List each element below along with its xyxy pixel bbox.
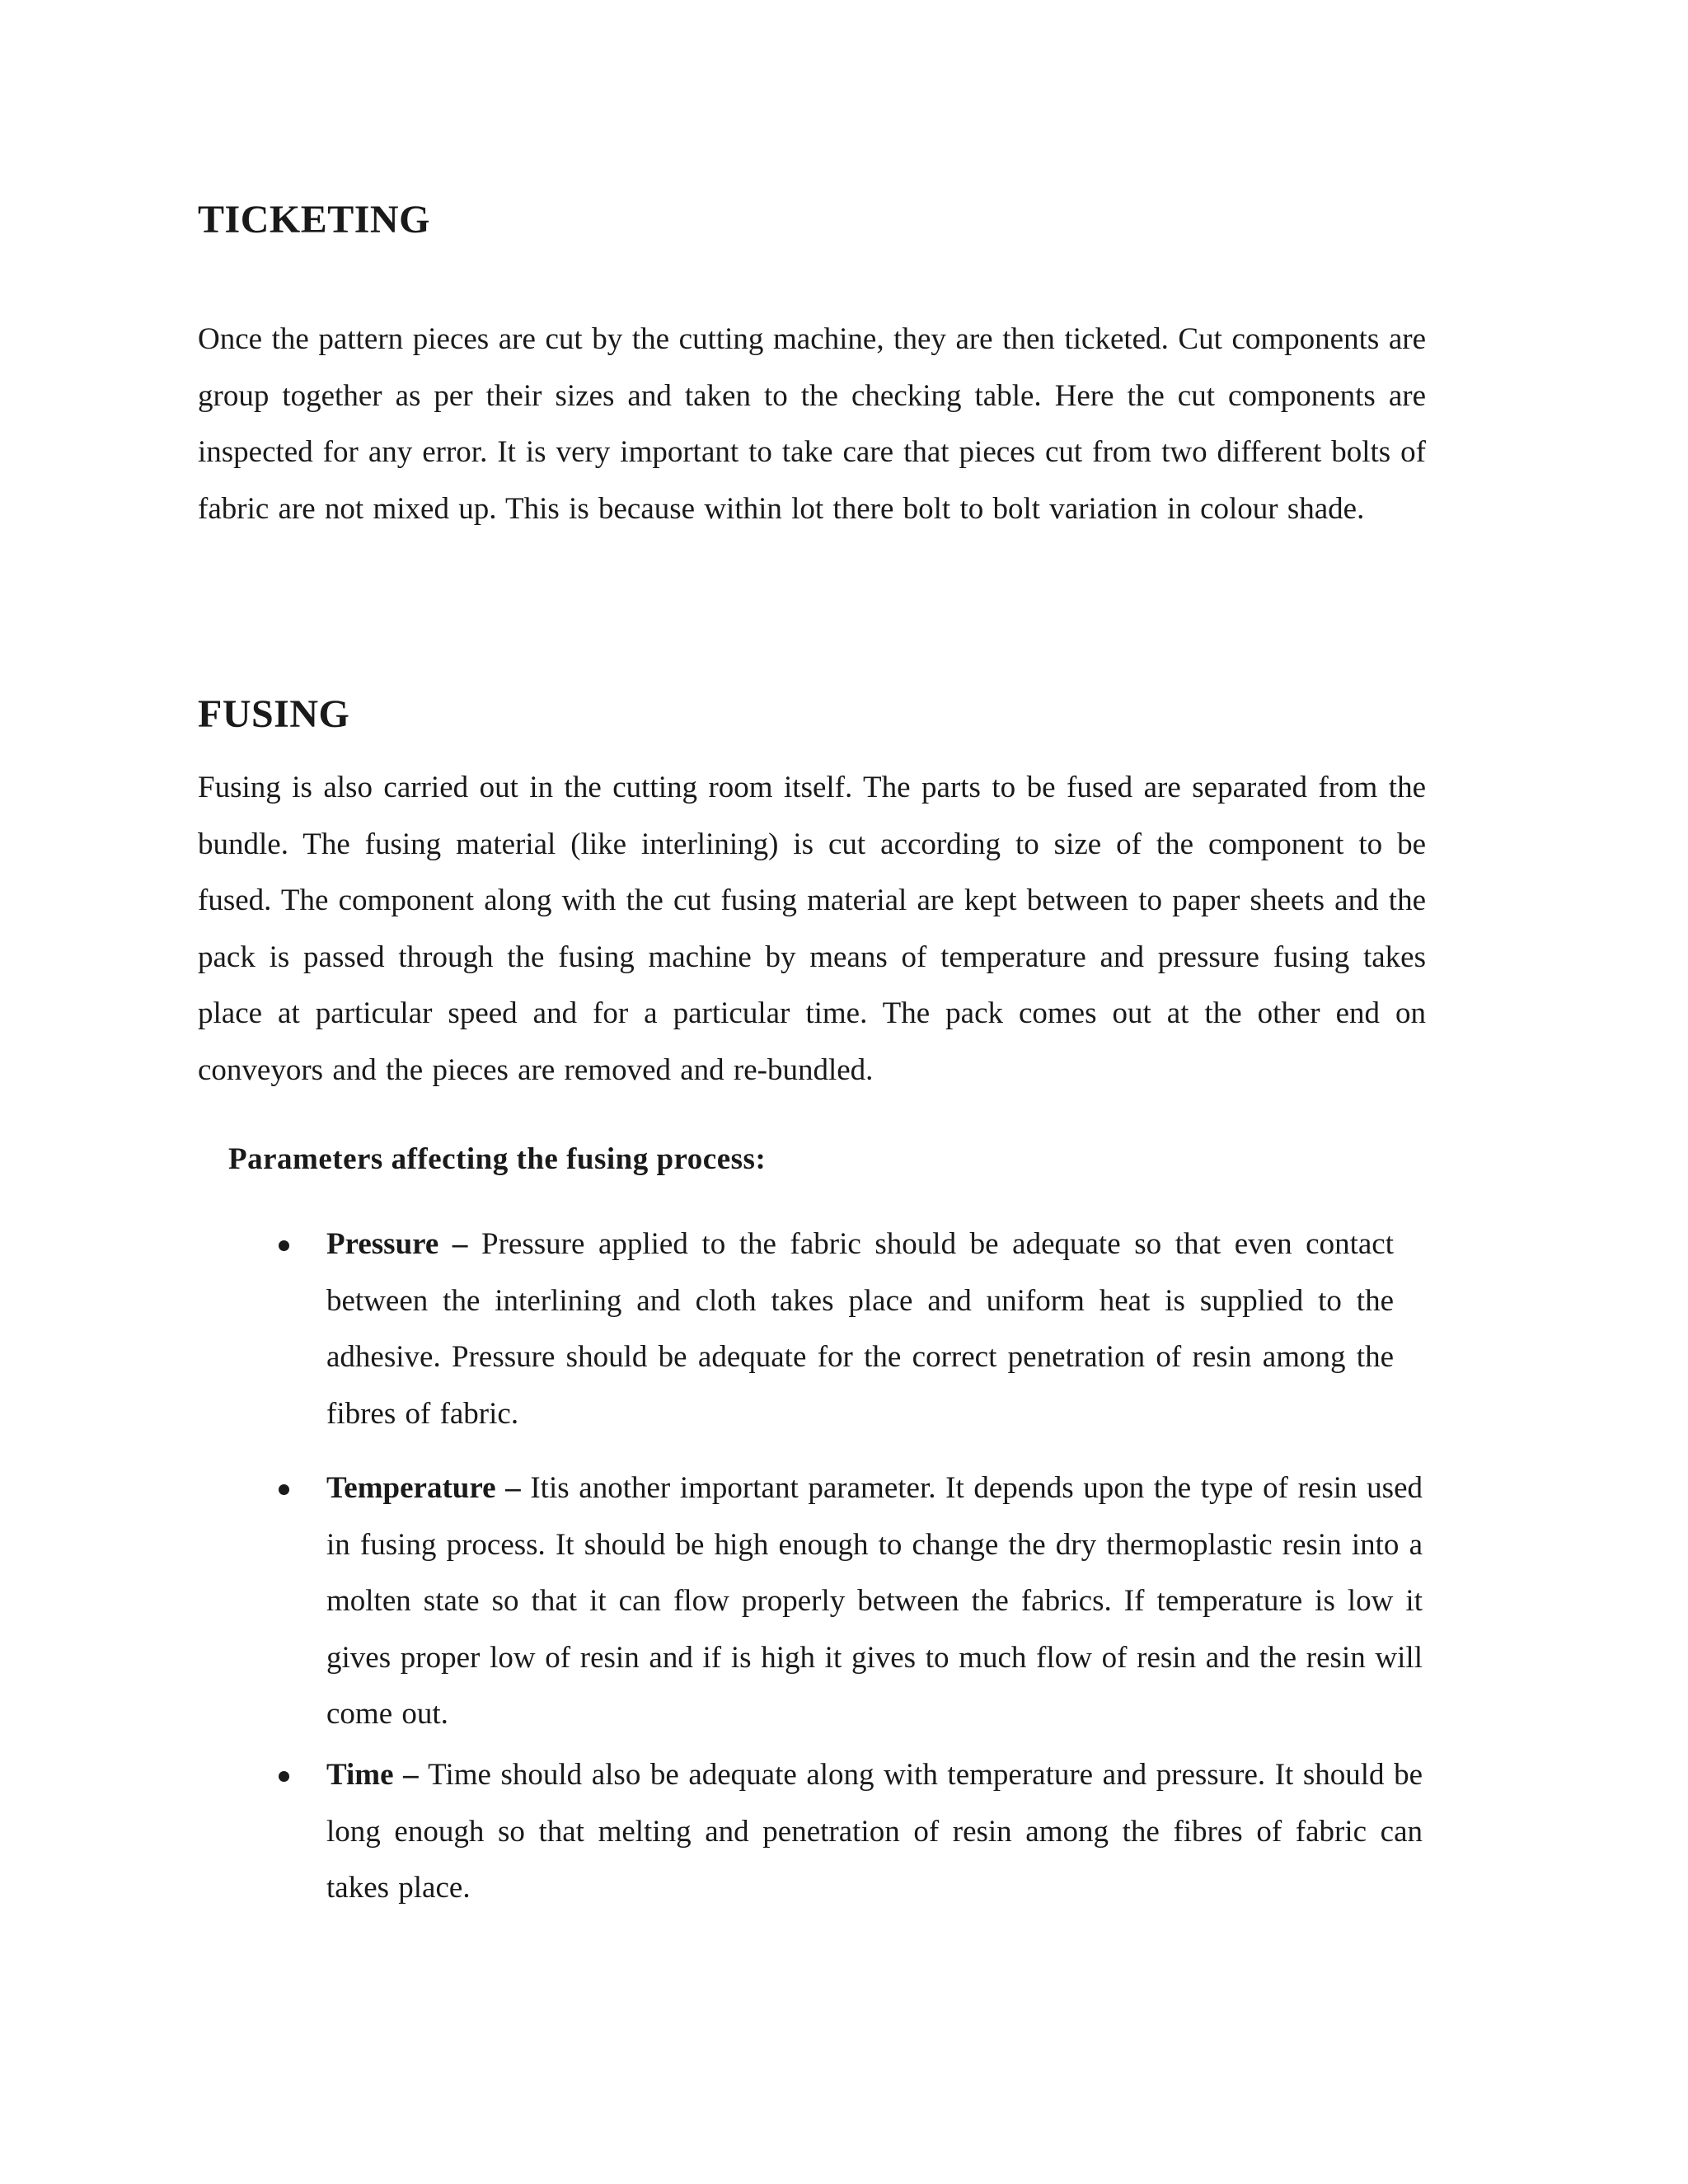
pressure-term: Pressure (326, 1227, 439, 1261)
time-text (326, 1747, 1423, 1917)
parameters-heading: Parameters affecting the fusing process: (228, 1142, 767, 1176)
temperature-description: Itis another important parameter. It depends upon the type of resin used in fusing process. It should be high enough to change the dry thermoplastic resin into a molten state so that it can flow properly between the fabrics. If temperature is low it gives proper low of resin and if is high it gives to much flow of resin and the resin will come out. (326, 1471, 1423, 1731)
time-term: Time (326, 1758, 394, 1792)
bullet-icon (279, 1240, 289, 1251)
ticketing-paragraph: Once the pattern pieces are cut by the cutting machine, they are then ticketed. Cut components are group together as per their sizes and taken to the checking table. Here the cut components are inspected for any error. It is very important to take care that pieces cut from two different bolts of fabric are not mixed up. This is because within lot there bolt to bolt variation in colour shade. (198, 322, 1426, 526)
bullet-icon (279, 1771, 289, 1782)
time-separator: – (393, 1758, 429, 1792)
pressure-description: Pressure applied to the fabric should be adequate so that even contact between the interlining and cloth takes place and uniform heat is supplied to the adhesive. Pressure should be adequate for the correct penetration of resin among the fibres of fabric. (326, 1227, 1394, 1431)
fusing-paragraph: Fusing is also carried out in the cutting room itself. The parts to be fused are separated from the bundle. The fusing material (like interlining) is cut according to size of the component to be fused. The component along with the cut fusing material are kept between to paper sheets and the pack is passed through the fusing machine by means of temperature and pressure fusing takes place at particular speed and for a particular time. The pack comes out at the other end on conveyors and the pieces are removed and re-bundled. (198, 771, 1426, 1087)
fusing-heading: FUSING (198, 692, 350, 736)
temperature-separator: – (495, 1471, 531, 1505)
bullet-icon (279, 1484, 289, 1495)
ticketing-heading: TICKETING (198, 198, 430, 241)
pressure-text (326, 1216, 1394, 1442)
pressure-separator: – (438, 1227, 481, 1261)
temperature-text (326, 1460, 1423, 1743)
time-description: Time should also be adequate along with temperature and pressure. It should be long enough so that melting and penetration of resin among the fibres of fabric can takes place. (326, 1758, 1423, 1905)
temperature-term: Temperature (326, 1471, 496, 1505)
